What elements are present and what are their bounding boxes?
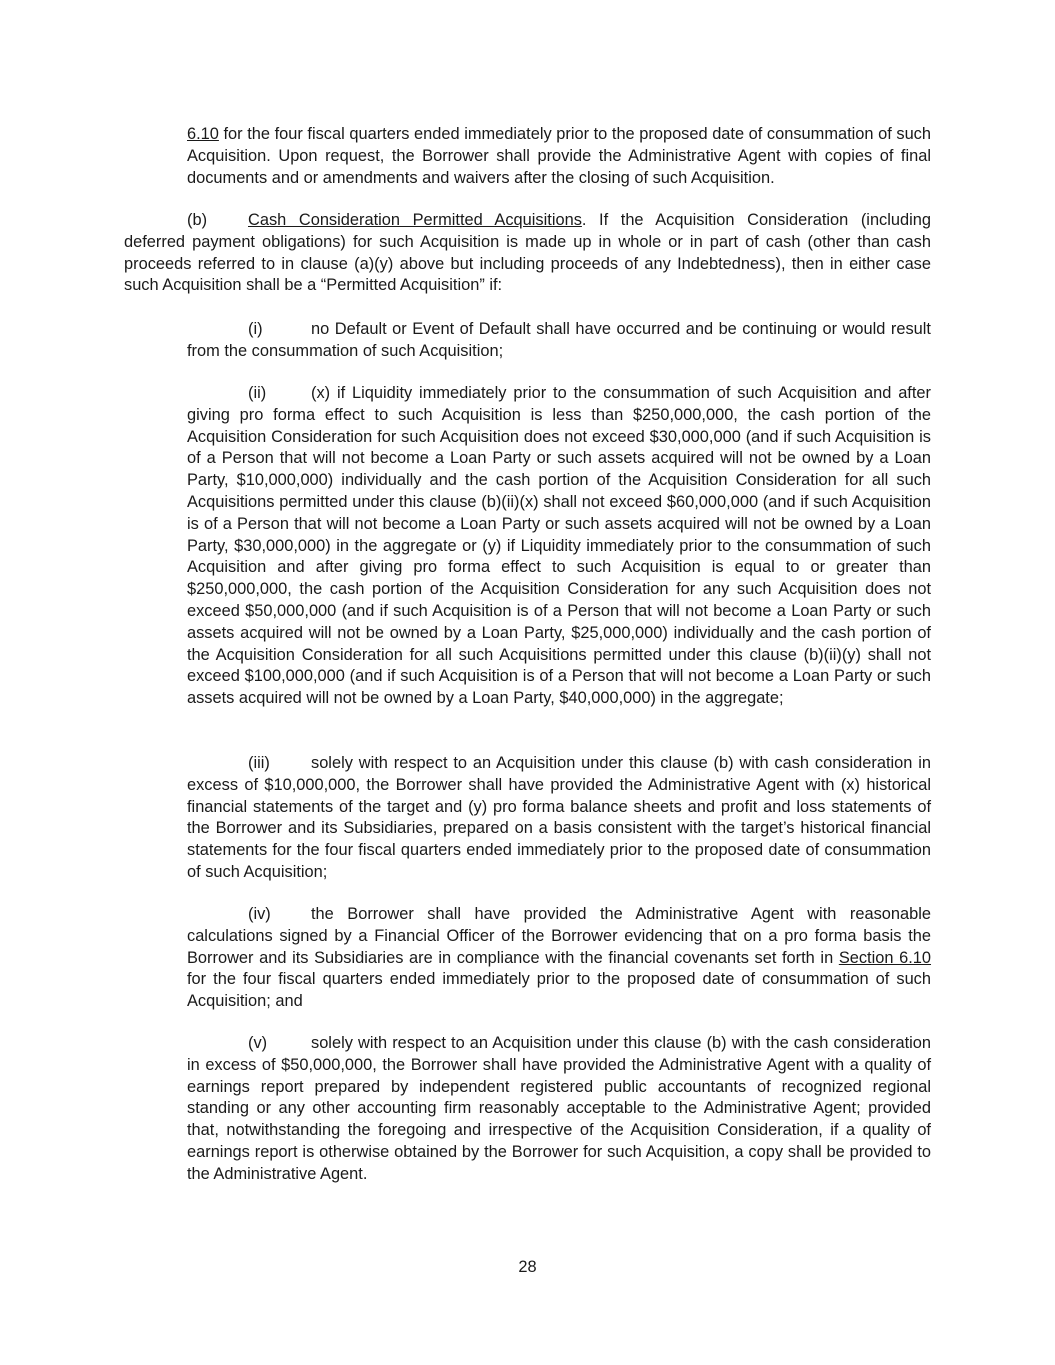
paragraph-v xyxy=(187,1033,931,1186)
clause-number: (v) xyxy=(248,1034,268,1052)
paragraph-ii xyxy=(187,383,931,710)
paragraph-text: for the four fiscal quarters ended immediately prior to the proposed date of consummation of such Acquisition. Upon request, the Borrower shall provide the Administrative Agent with copies of final documents and or amendments and waivers after the closing of such Acquisition. xyxy=(187,125,931,187)
paragraph-text: the Borrower shall have provided the Administrative Agent with reasonable calculations signed by a Financial Officer of the Borrower evidencing that on a pro forma basis the Borrower and its Subsidiaries are in compliance with the financial covenants set forth in xyxy=(187,905,931,967)
clause-number: (iii) xyxy=(248,754,270,772)
clause-number: (b) xyxy=(187,211,208,229)
clause-number: (ii) xyxy=(248,384,267,402)
section-reference-link: Section 6.10 xyxy=(838,948,932,967)
page-number: 28 xyxy=(518,1258,537,1276)
paragraph-b xyxy=(124,210,931,297)
paragraph-text: solely with respect to an Acquisition under this clause (b) with cash consideration in excess of $10,000,000, the Borrower shall have provided the Administrative Agent with (x) historical financial statements of the target and (y) pro forma balance sheets and profit and loss statements of the Borrower and its Subsidiaries, prepared on a basis consistent with the target’s historical financial statements for the four fiscal quarters ended immediately prior to the proposed date of consummation of such Acquisition; xyxy=(187,754,931,881)
paragraph-iv xyxy=(187,904,931,1013)
paragraph-iii xyxy=(187,753,931,884)
paragraph-text: for the four fiscal quarters ended immediately prior to the proposed date of consummation of such Acquisition; and xyxy=(187,970,931,1011)
paragraph-text: no Default or Event of Default shall have occurred and be continuing or would result from the consummation of such Acquisition; xyxy=(187,320,931,360)
paragraph-intro xyxy=(187,124,931,189)
clause-number: (i) xyxy=(248,320,263,338)
paragraph-i xyxy=(187,319,931,363)
section-reference-link: 6.10 xyxy=(187,125,219,143)
paragraph-text: . If the Acquisition Consideration (including deferred payment obligations) for such Acquisition is made up in whole or in part of cash (other than cash proceeds referred to in clause (a)(y) above but including proceeds of any Indebtedness), then in either case such Acquisition shall be a “Permitted Acquisition” if: xyxy=(124,211,931,295)
paragraph-text: (x) if Liquidity immediately prior to the consummation of such Acquisition and after giving pro forma effect to such Acquisition is less than $250,000,000, the cash portion of the Acquisition Consideration for such Acquisition does not exceed $30,000,000 (and if such Acquisition is of a Person that will not become a Loan Party or such assets acquired will not be owned by a Loan Party, $10,000,000) individually and the cash portion of the Acquisition Consideration for all such Acquisitions permitted under this clause (b)(ii)(x) shall not exceed $60,000,000 (and if such Acquisition is of a Person that will not become a Loan Party or such assets acquired will not be owned by a Loan Party, $30,000,000) in the aggregate or (y) if Liquidity immediately prior to the consummation of such Acquisition and after giving pro forma effect to such Acquisition is equal to or greater than $250,000,000, the cash portion of the Acquisition Consideration for any such Acquisition does not exceed $50,000,000 (and if such Acquisition is of a Person that will not become a Loan Party or such assets acquired will not be owned by a Loan Party, $25,000,000) individually and the cash portion of the Acquisition Consideration for all such Acquisitions permitted under this clause (b)(ii)(y) shall not exceed $100,000,000 (and if such Acquisition is of a Person that will not become a Loan Party or such assets acquired will not be owned by a Loan Party, $40,000,000) in the aggregate; xyxy=(187,384,931,708)
clause-number: (iv) xyxy=(248,905,271,923)
clause-heading: Cash Consideration Permitted Acquisitions xyxy=(248,211,582,229)
paragraph-text: solely with respect to an Acquisition under this clause (b) with the cash consideration in excess of $50,000,000, the Borrower shall have provided the Administrative Agent with a quality of earnings report prepared by independent registered public accountants of recognized regional standing or any other accounting firm reasonably acceptable to the Administrative Agent; provided that, notwithstanding the foregoing and irrespective of the Acquisition Consideration, if a quality of earnings report is otherwise obtained by the Borrower for such Acquisition, a copy shall be provided to the Administrative Agent. xyxy=(187,1034,931,1183)
